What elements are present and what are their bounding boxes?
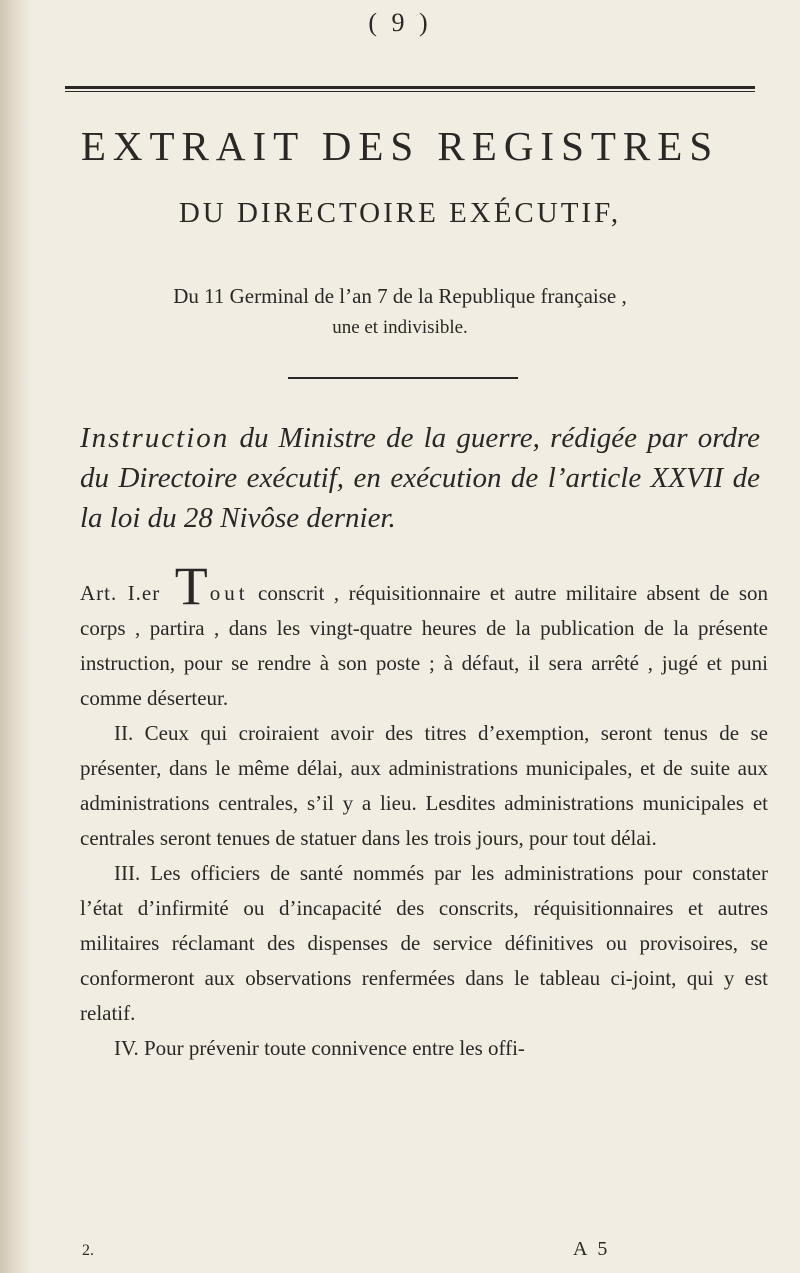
article-2: II. Ceux qui croiraient avoir des titres d’exemption, seront tenus de se présenter, dans le même délai, aux administrations municipales, et de suite aux administrations centrales, s’il y a lieu. Lesdites administrations municipales et centrales seront tenues de statuer dans les trois jours, pour tout délai. — [80, 721, 768, 850]
article-1-label: Art. I.er — [80, 581, 171, 605]
page-number: ( 9 ) — [368, 8, 432, 37]
article-3: III. Les officiers de santé nommés par les administrations pour constater l’état d’infirmité ou d’incapacité des conscrits, réquisitionnaires et autres militaires réclamant des dispenses de service définitives ou provisoires, se conformeront aux observations renfermées dans le tableau ci-joint, qui y est relatif. — [80, 861, 768, 1025]
top-double-rule — [65, 86, 755, 92]
catchword: A 5 — [573, 1238, 611, 1260]
article-1 — [80, 556, 768, 716]
article-4: IV. Pour prévenir toute connivence entre les offi- — [114, 1036, 525, 1060]
instruction-lead: Instruction — [80, 422, 230, 454]
article-1-spaced-word: out — [209, 581, 249, 605]
instruction-text: du Ministre de la guerre, rédigée par ordre du Directoire exécutif, en exécution de l’article XXVII de la loi du 28 Nivôse dernier. — [80, 422, 760, 534]
date-line-continued: une et indivisible. — [332, 317, 468, 338]
section-rule — [288, 377, 518, 379]
document-title: EXTRAIT DES REGISTRES — [80, 123, 720, 169]
article-1-text: conscrit , réquisitionnaire et autre militaire absent de son corps , partira , dans les vingt-quatre heures de la publication de la présente instruction, pour se rendre à son poste ; à défaut, il sera arrêté , jugé et puni comme déserteur. — [80, 581, 768, 710]
date-line: Du 11 Germinal de l’an 7 de la Republique française , — [173, 284, 627, 308]
articles-body — [80, 556, 768, 1066]
signature-mark: 2. — [82, 1242, 94, 1259]
instruction-heading — [80, 418, 760, 538]
document-subtitle: DU DIRECTOIRE EXÉCUTIF, — [178, 197, 622, 229]
drop-cap: T — [174, 556, 208, 616]
